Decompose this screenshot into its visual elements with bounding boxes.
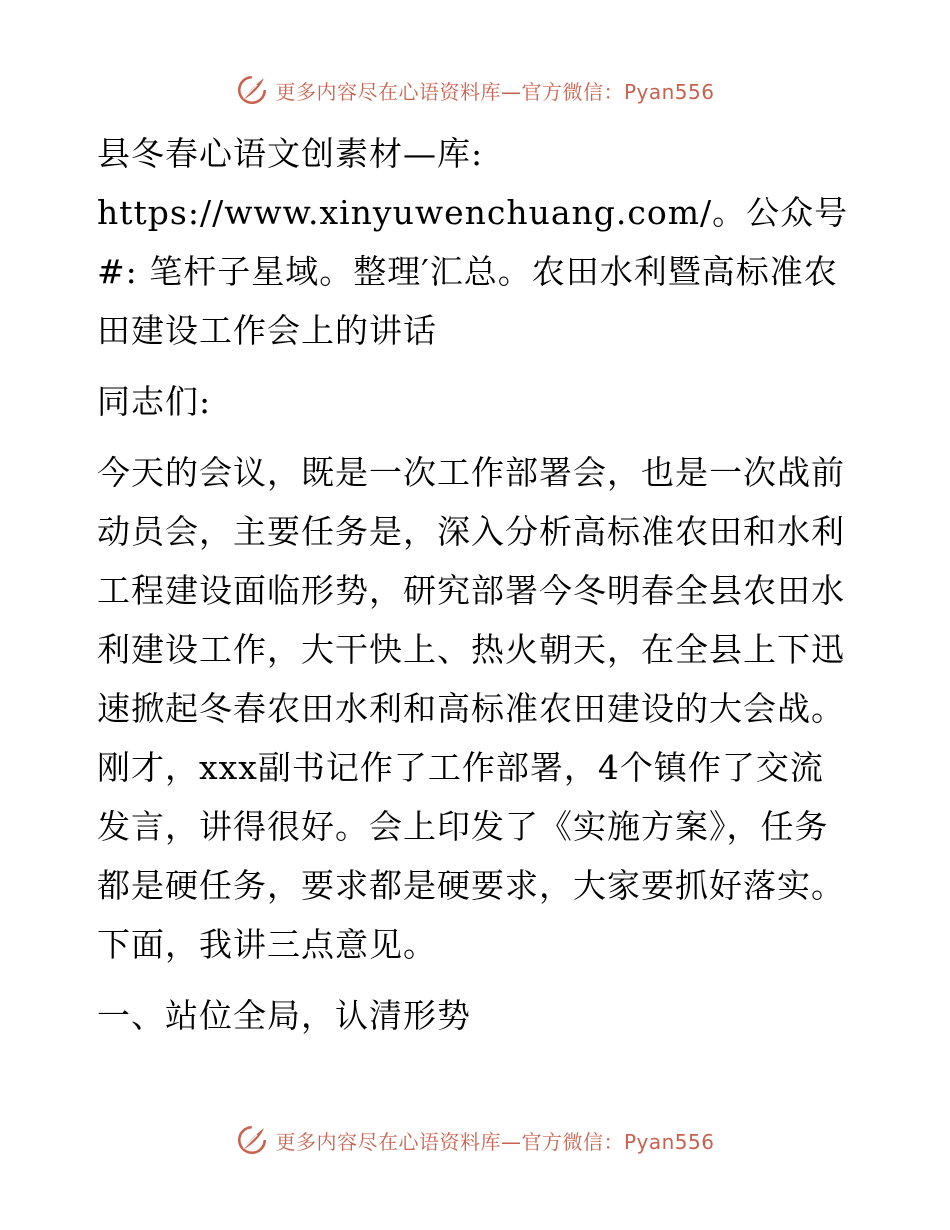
footer-watermark	[0, 1120, 950, 1160]
document-title: 县冬春心语文创素材—库: https://www.xinyuwenchuang.com/。公众号#: 笔杆子星域。整理′汇总。农田水利暨高标准农田建设工作会上的讲话	[97, 134, 849, 350]
feather-pen-icon	[235, 73, 269, 107]
section-heading: 一、站位全局，认清形势	[97, 996, 471, 1035]
watermark-text: 更多内容尽在心语资料库—官方微信：Pyan556	[275, 1129, 715, 1154]
watermark-text: 更多内容尽在心语资料库—官方微信：Pyan556	[275, 79, 715, 104]
header-watermark	[0, 70, 950, 110]
document-body	[97, 124, 857, 1045]
body-paragraph: 今天的会议，既是一次工作部署会，也是一次战前动员会，主要任务是，深入分析高标准农田和水利工程建设面临形势，研究部署今冬明春全县农田水利建设工作，大干快上、热火朝天，在全县上下迅速掀起冬春农田水利和高标准农田建设的大会战。刚才，xxx副书记作了工作部署，4个镇作了交流发言，讲得很好。会上印发了《实施方案》，任务都是硬任务，要求都是硬要求，大家要抓好落实。下面，我讲三点意见。	[97, 453, 845, 964]
salutation: 同志们:	[97, 382, 212, 421]
feather-pen-icon	[235, 1123, 269, 1157]
